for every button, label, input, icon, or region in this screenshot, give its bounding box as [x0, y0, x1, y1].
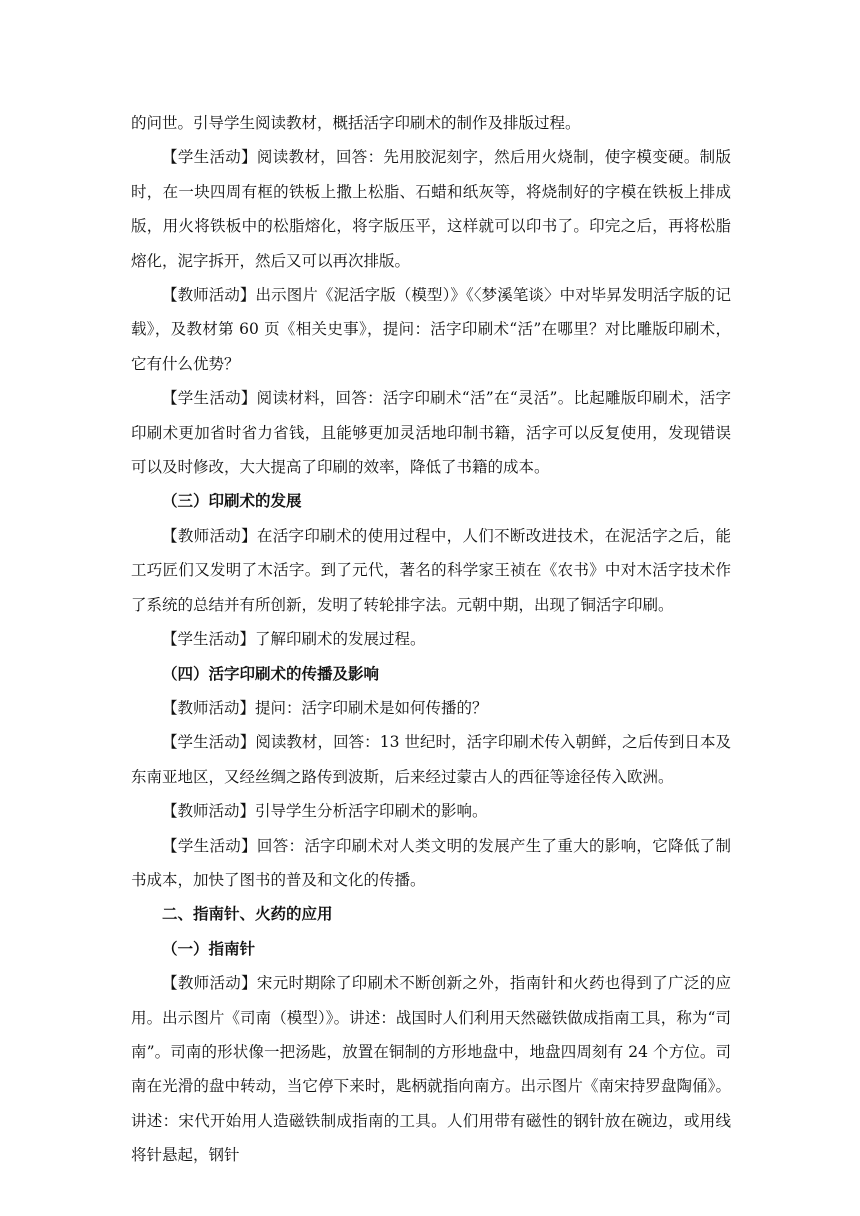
paragraph-teacher-activity-1: 【教师活动】出示图片《泥活字版（模型）》《〈梦溪笔谈〉中对毕昇发明活字版的记载》，及教材第 60 页《相关史事》，提问：活字印刷术“活”在哪里？对比雕版印刷术，它有什么优势？ — [131, 286, 731, 373]
section-heading-compass-gunpowder: 二、指南针、火药的应用 — [162, 904, 333, 924]
paragraph-student-activity-4: 【学生活动】阅读教材，回答：13 世纪时，活字印刷术传入朝鲜，之后传到日本及东南亚地区，又经丝绸之路传到波斯，后来经过蒙古人的西征等途径传入欧洲。 — [131, 733, 731, 786]
paragraph-student-activity-5: 【学生活动】回答：活字印刷术对人类文明的发展产生了重大的影响，它降低了制书成本，加快了图书的普及和文化的传播。 — [131, 836, 731, 889]
paragraph-student-activity-2: 【学生活动】阅读材料，回答：活字印刷术“活”在“灵活”。比起雕版印刷术，活字印刷术更加省时省力省钱，且能够更加灵活地印制书籍，活字可以反复使用，发现错误可以及时修改，大大提高了印刷的效率，降低了书籍的成本。 — [131, 389, 731, 477]
paragraph-continuation: 的问世。引导学生阅读教材，概括活字印刷术的制作及排版过程。 — [131, 114, 581, 132]
document-body — [131, 106, 731, 1173]
section-heading-compass: （一）指南针 — [162, 938, 256, 958]
paragraph-teacher-activity-3: 【教师活动】提问：活字印刷术是如何传播的？ — [162, 698, 488, 717]
paragraph-teacher-activity-4: 【教师活动】引导学生分析活字印刷术的影响。 — [162, 802, 488, 821]
paragraph-teacher-activity-5: 【教师活动】宋元时期除了印刷术不断创新之外，指南针和火药也得到了广泛的应用。出示图片《司南（模型）》。讲述：战国时人们利用天然磁铁做成指南工具，称为“司南”。司南的形状像一把汤匙，放置在铜制的方形地盘中，地盘四周刻有 24 个方位。司南在光滑的盘中转动，当它停下来时，匙柄就指向南方。出示图片《南宋持罗盘陶俑》。讲述：宋代开始用人造磁铁制成指南的工具。人们用带有磁性的钢针放在碗边，或用线将针悬起，钢针 — [131, 974, 731, 1165]
paragraph-student-activity-3: 【学生活动】了解印刷术的发展过程。 — [162, 630, 426, 649]
paragraph-student-activity-1: 【学生活动】阅读教材，回答：先用胶泥刻字，然后用火烧制，使字模变硬。制版时，在一块四周有框的铁板上撒上松脂、石蜡和纸灰等，将烧制好的字模在铁板上排成版，用火将铁板中的松脂熔化，将字版压平，这样就可以印书了。印完之后，再将松脂熔化，泥字拆开，然后又可以再次排版。 — [131, 148, 731, 270]
section-heading-spread-and-influence: （四）活字印刷术的传播及影响 — [162, 663, 380, 683]
section-heading-printing-development: （三）印刷术的发展 — [162, 491, 302, 511]
paragraph-teacher-activity-2: 【教师活动】在活字印刷术的使用过程中，人们不断改进技术，在泥活字之后，能工巧匠们又发明了木活字。到了元代，著名的科学家王祯在《农书》中对木活字技术作了系统的总结并有所创新，发明了转轮排字法。元朝中期，出现了铜活字印刷。 — [131, 526, 731, 614]
